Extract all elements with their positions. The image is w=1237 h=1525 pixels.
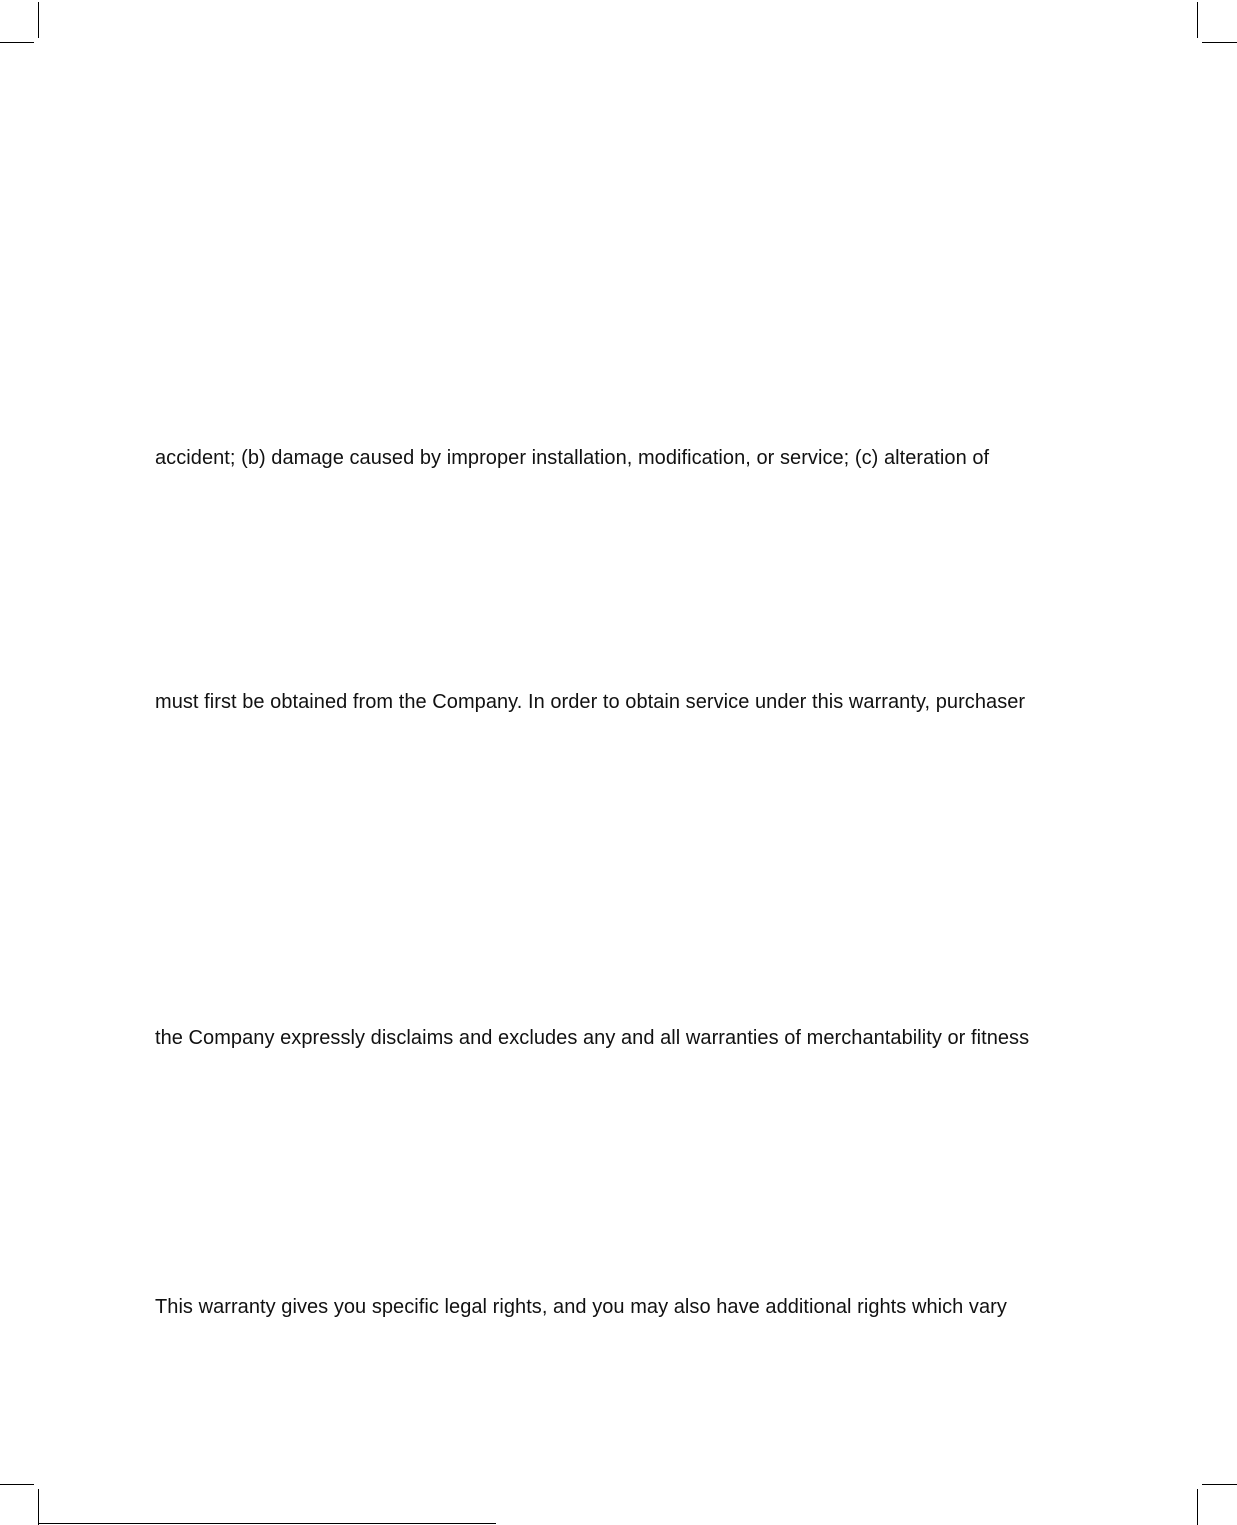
warranty-text-line-1: accident; (b) damage caused by improper installation, modification, or service; (c) alteration of [155,447,990,469]
bottom-rule [38,1523,496,1524]
crop-mark-bottom-left-horizontal [0,1484,34,1485]
crop-mark-top-right-horizontal [1202,42,1237,43]
crop-mark-bottom-left-vertical [38,1489,39,1525]
warranty-text-line-4: This warranty gives you specific legal rights, and you may also have additional rights which vary [155,1296,1007,1318]
crop-mark-bottom-right-horizontal [1202,1484,1237,1485]
crop-mark-top-right-vertical [1197,2,1198,38]
crop-mark-top-left-horizontal [0,42,34,43]
crop-mark-top-left-vertical [38,2,39,38]
crop-mark-bottom-right-vertical [1197,1489,1198,1525]
warranty-text-line-2: must first be obtained from the Company. In order to obtain service under this warranty, purchaser [155,691,1026,713]
warranty-text-line-3: the Company expressly disclaims and excludes any and all warranties of merchantability or fitness [155,1027,1030,1049]
